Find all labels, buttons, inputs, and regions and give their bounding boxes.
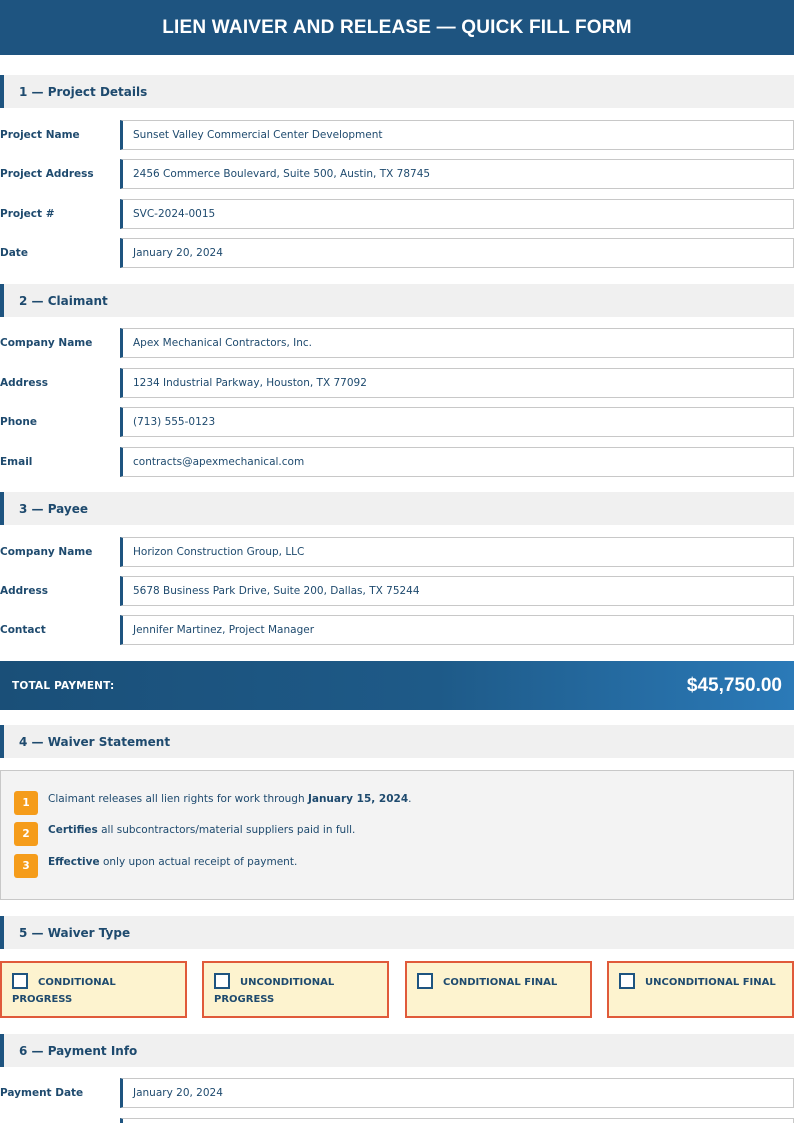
project-number-field[interactable]: SVC-2024-0015 (120, 199, 794, 229)
waiver-option-unconditional-progress[interactable]: UNCONDITIONAL PROGRESS (202, 961, 389, 1018)
payment-date-field[interactable]: January 20, 2024 (120, 1078, 794, 1108)
payee-address-field[interactable]: 5678 Business Park Drive, Suite 200, Dallas, TX 75244 (120, 576, 794, 606)
statement-item (14, 822, 355, 846)
project-address-field[interactable]: 2456 Commerce Boulevard, Suite 500, Austin, TX 78745 (120, 159, 794, 189)
claimant-company-label: Company Name (0, 337, 93, 349)
checkbox[interactable] (12, 973, 28, 989)
claimant-email-label: Email (0, 456, 33, 468)
claimant-company-field[interactable]: Apex Mechanical Contractors, Inc. (120, 328, 794, 358)
claimant-phone-label: Phone (0, 416, 37, 428)
claimant-phone-field[interactable]: (713) 555-0123 (120, 407, 794, 437)
claimant-email-field[interactable]: contracts@apexmechanical.com (120, 447, 794, 477)
claimant-address-label: Address (0, 377, 48, 389)
project-name-field[interactable]: Sunset Valley Commercial Center Development (120, 120, 794, 150)
checkbox[interactable] (417, 973, 433, 989)
waiver-option-conditional-final[interactable]: CONDITIONAL FINAL (405, 961, 592, 1018)
payee-contact-field[interactable]: Jennifer Martinez, Project Manager (120, 615, 794, 645)
project-address-label: Project Address (0, 168, 94, 180)
total-payment-value: $45,750.00 (686, 674, 782, 696)
project-number-label: Project # (0, 208, 55, 220)
payee-company-field[interactable]: Horizon Construction Group, LLC (120, 537, 794, 567)
payment-date-label: Payment Date (0, 1087, 84, 1099)
claimant-address-field[interactable]: 1234 Industrial Parkway, Houston, TX 77092 (120, 368, 794, 398)
section-header-payee: 3 — Payee (0, 492, 794, 525)
project-date-label: Date (0, 247, 28, 259)
section-header-waiver-type: 5 — Waiver Type (0, 916, 794, 949)
checkbox[interactable] (214, 973, 230, 989)
payee-address-label: Address (0, 585, 48, 597)
payment-next-field[interactable] (120, 1118, 794, 1123)
waiver-option-conditional-progress[interactable]: CONDITIONAL PROGRESS (0, 961, 187, 1018)
statement-item (14, 791, 412, 815)
section-header-project: 1 — Project Details (0, 75, 794, 108)
project-date-field[interactable]: January 20, 2024 (120, 238, 794, 268)
form-title: LIEN WAIVER AND RELEASE — QUICK FILL FORM (0, 0, 794, 55)
statement-text: Claimant releases all lien rights for work through January 15, 2024. (48, 793, 412, 805)
section-header-payment: 6 — Payment Info (0, 1034, 794, 1067)
statement-number-badge: 1 (14, 791, 38, 815)
statement-item (14, 854, 297, 878)
waiver-option-unconditional-final[interactable]: UNCONDITIONAL FINAL (607, 961, 794, 1018)
payee-contact-label: Contact (0, 624, 46, 636)
statement-text: Certifies all subcontractors/material suppliers paid in full. (48, 824, 356, 836)
statement-number-badge: 3 (14, 854, 38, 878)
waiver-statement-box (0, 770, 794, 900)
section-header-statement: 4 — Waiver Statement (0, 725, 794, 758)
total-payment-bar (0, 661, 794, 710)
section-header-claimant: 2 — Claimant (0, 284, 794, 317)
total-payment-label: TOTAL PAYMENT: (12, 679, 115, 692)
checkbox[interactable] (619, 973, 635, 989)
statement-text: Effective only upon actual receipt of payment. (48, 856, 298, 868)
payee-company-label: Company Name (0, 546, 93, 558)
statement-number-badge: 2 (14, 822, 38, 846)
project-name-label: Project Name (0, 129, 80, 141)
